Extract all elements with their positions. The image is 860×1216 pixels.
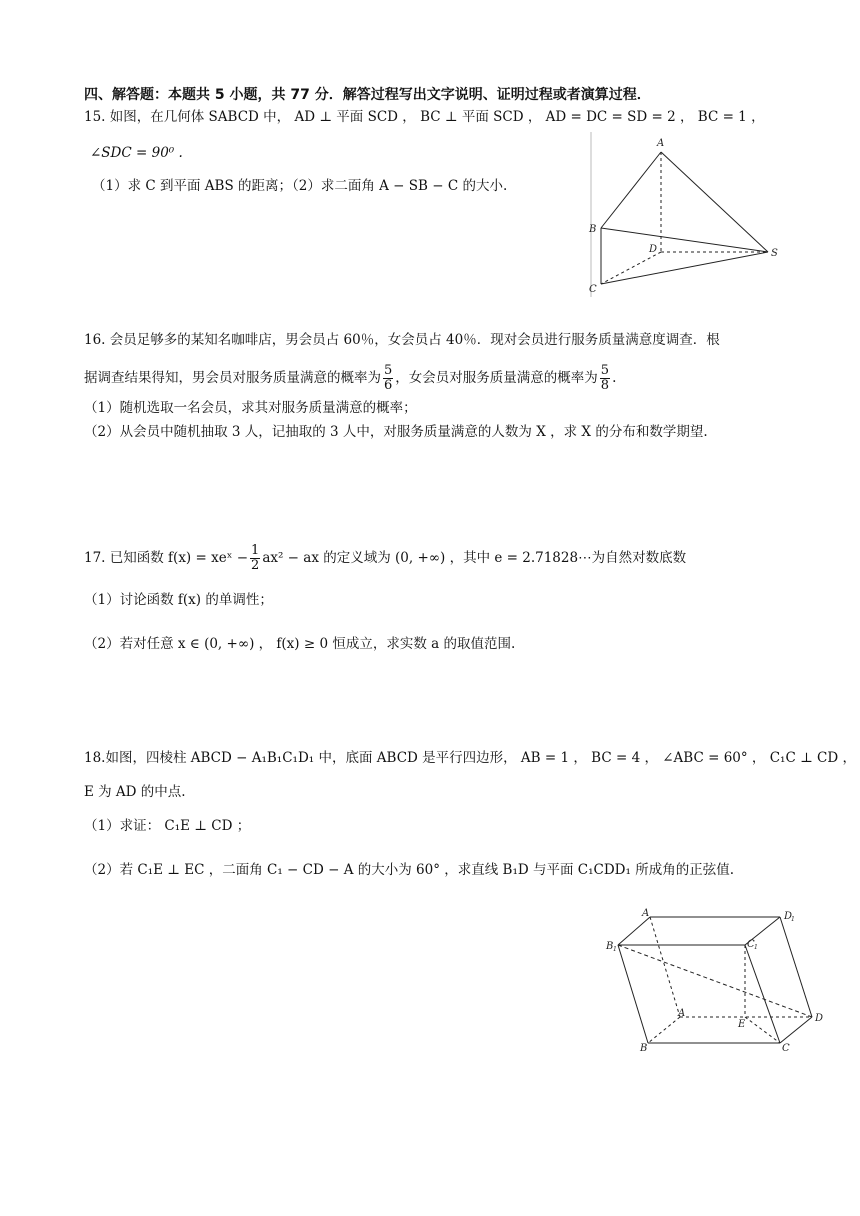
figure-q18-prism: [600, 905, 830, 1055]
fig2-label-c1: C: [747, 939, 755, 950]
fig2-label-b1: B: [606, 941, 614, 952]
fig2-label-d1: D: [784, 911, 793, 922]
fig2-label-b: B: [640, 1043, 648, 1054]
fig2-label-a: A: [678, 1008, 686, 1019]
section-heading: 四、解答题：本题共 5 小题，共 77 分．解答过程写出文字说明、证明过程或者演算过程．: [84, 87, 651, 103]
fig2-label-c1-sub: 1: [754, 944, 758, 951]
fig2-label-d: D: [815, 1013, 824, 1024]
q17-line1-b: ax² − ax 的定义域为 (0, +∞) ，其中 e = 2.71828⋯为自然对数底数: [262, 550, 687, 566]
q16-line3: （1）随机选取一名会员，求其对服务质量满意的概率；: [84, 400, 417, 416]
q16-line1: 16. 会员足够多的某知名咖啡店，男会员占 60％，女会员占 40％．现对会员进行服务质量满意度调查．根: [84, 332, 720, 348]
fig1-label-s: S: [771, 248, 778, 259]
fig2-label-c: C: [782, 1043, 790, 1054]
q16-fraction-male: $\frac{5}{6}$: [384, 363, 393, 393]
q16-line2-b: ，女会员对服务质量满意的概率为: [395, 370, 598, 386]
q17-line2: （1）讨论函数 f(x) 的单调性；: [84, 592, 273, 608]
fig2-label-d1-sub: 1: [791, 916, 795, 923]
q16-line2-a: 据调查结果得知，男会员对服务质量满意的概率为: [84, 370, 381, 386]
figure-q15-solid: [583, 132, 793, 297]
q18-line3: （1）求证： C₁E ⊥ CD ；: [84, 818, 251, 834]
q16-line2: [84, 364, 616, 393]
q15-line2: ∠SDC = 90⁰ .: [90, 145, 183, 161]
q16-line4: （2）从会员中随机抽取 3 人，记抽取的 3 人中，对服务质量满意的人数为 X ，求 X 的分布和数学期望.: [84, 424, 708, 440]
fig2-label-b1-sub: 1: [613, 946, 617, 953]
q15-line1: 15. 如图，在几何体 SABCD 中， AD ⊥ 平面 SCD ， BC ⊥ 平面 SCD ， AD = DC = SD = 2 ， BC = 1 ，: [84, 109, 765, 125]
q17-line1-a: 17. 已知函数 f(x) = xeˣ −: [84, 550, 249, 566]
fig1-label-c: C: [589, 284, 597, 295]
q18-line1: 18.如图，四棱柱 ABCD − A₁B₁C₁D₁ 中，底面 ABCD 是平行四边形， AB = 1 ， BC = 4 ， ∠ABC = 60° ， C₁C ⊥ CD ，: [84, 750, 856, 766]
q18-line4: （2）若 C₁E ⊥ EC ，二面角 C₁ − CD − A 的大小为 60° ，求直线 B₁D 与平面 C₁CDD₁ 所成角的正弦值.: [84, 862, 734, 878]
q16-line2-c: .: [612, 370, 617, 386]
fig1-label-a: A: [657, 138, 665, 149]
q16-fraction-female: $\frac{5}{8}$: [600, 363, 610, 393]
q17-line3: （2）若对任意 x ∈ (0, +∞) ， f(x) ≥ 0 恒成立，求实数 a 的取值范围.: [84, 636, 516, 652]
q15-line3: （1）求 C 到平面 ABS 的距离；（2）求二面角 A − SB − C 的大小.: [92, 178, 508, 194]
q17-line1: [84, 544, 686, 573]
fig1-label-b: B: [589, 224, 597, 235]
fig1-label-d: D: [649, 244, 658, 255]
q18-line2: E 为 AD 的中点.: [84, 784, 186, 800]
q17-fraction-half: $\frac{1}{2}$: [251, 543, 260, 573]
fig2-label-a1: A: [642, 908, 650, 919]
fig2-label-e: E: [738, 1019, 746, 1030]
